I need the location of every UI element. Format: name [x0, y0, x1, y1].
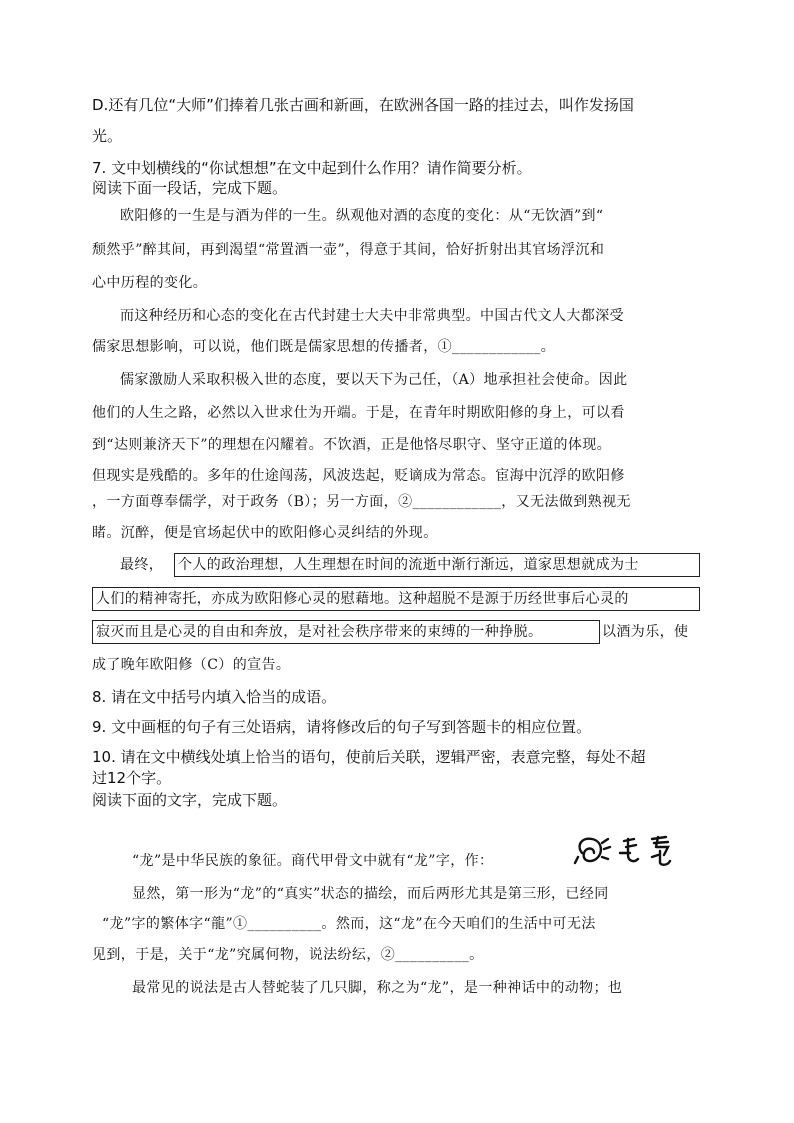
passage-line: “龙”字的繁体字“龍”①__________。然而，这“龙”在今天咱们的生活中可无法	[102, 916, 596, 932]
passage-line: 他们的人生之路，必然以入世求仕为开端。于是，在青年时期欧阳修的身上，可以看	[92, 405, 625, 421]
passage-line: 但现实是残酷的。多年的仕途闯荡，风波迭起，贬谪成为常态。宦海中沉浮的欧阳修	[92, 468, 625, 484]
question-9: 9. 文中画框的句子有三处语病，请将修改后的句子写到答题卡的相应位置。	[92, 718, 592, 736]
framed-sentence: 寂灭而且是心灵的自由和奔放，是对社会秩序带来的束缚的一种挣脱。	[96, 624, 543, 640]
passage-line: ，一方面尊奉儒学，对于政务（B）；另一方面，②____________，又无法做到熟视无	[92, 494, 631, 510]
passage-line: 颓然乎”醉其间，再到渴望“常置酒一壶”，得意于其间，恰好折射出其官场浮沉和	[92, 242, 605, 258]
passage-line: 儒家思想影响，可以说，他们既是儒家思想的传播者，①____________。	[92, 339, 556, 355]
passage-line: 显然，第一形为“龙”的“真实”状态的描绘，而后两形尤其是第三形，已经同	[132, 886, 609, 902]
passage-line: 成了晚年欧阳修（C）的宣告。	[92, 657, 291, 673]
passage-line: 到“达则兼济天下”的理想在闪耀着。不饮酒，正是他恪尽职守、坚守正道的体现。	[92, 437, 612, 453]
question-8: 8. 请在文中括号内填入恰当的成语。	[92, 688, 337, 706]
passage-line: 欧阳修的一生是与酒为伴的一生。纵观他对酒的态度的变化：从“无饮酒”到“	[120, 208, 604, 224]
instruction: 阅读下面的文字，完成下题。	[92, 791, 288, 809]
instruction: 阅读下面一段话，完成下题。	[92, 179, 288, 197]
question-7: 7. 文中划横线的“你试想想”在文中起到什么作用？请作简要分析。	[92, 159, 532, 177]
passage-line: 最终，	[120, 557, 164, 573]
text-line: 光。	[92, 127, 123, 145]
framed-sentence: 人们的精神寄托，亦成为欧阳修心灵的慰藉地。这种超脱不是源于历经世事后心灵的	[96, 591, 629, 607]
passage-line: 儒家激励人采取积极入世的态度，要以天下为己任，（A）地承担社会使命。因此	[120, 372, 628, 388]
text-line: D.还有几位“大师”们捧着几张古画和新画，在欧洲各国一路的挂过去，叫作发扬国	[92, 96, 634, 114]
question-10-cont: 过12个字。	[92, 769, 172, 787]
passage-line: 见到，于是，关于“龙”究属何物，说法纷纭，②__________。	[92, 947, 484, 963]
passage-line: “龙”是中华民族的象征。商代甲骨文中就有“龙”字，作：	[132, 853, 494, 869]
question-10: 10. 请在文中横线处填上恰当的语句，使前后关联，逻辑严密，表意完整，每处不超	[92, 748, 646, 766]
framed-sentence: 个人的政治理想，人生理想在时间的流逝中渐行渐远，道家思想就成为士	[178, 557, 639, 573]
passage-line: 以酒为乐，使	[602, 624, 689, 640]
passage-line: 而这种经历和心态的变化在古代封建士大夫中非常典型。中国古代文人大都深受	[120, 308, 624, 324]
passage-line: 心中历程的变化。	[92, 275, 208, 291]
passage-line: 最常见的说法是古人替蛇装了几只脚，称之为“龙”，是一种神话中的动物；也	[132, 980, 623, 996]
passage-line: 睹。沉醉，便是官场起伏中的欧阳修心灵纠结的外现。	[92, 525, 438, 541]
oracle-bone-dragon-glyphs	[572, 833, 682, 869]
